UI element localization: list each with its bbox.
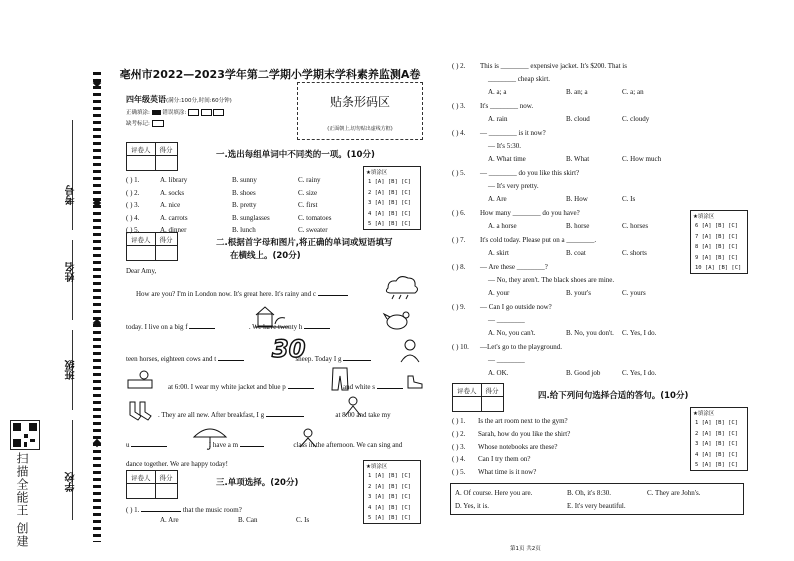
option-b[interactable]: B. your's	[566, 289, 591, 297]
question-number: ( ) 4.	[126, 213, 140, 222]
question-number: ( ) 8.	[452, 263, 466, 271]
fill-example-label: 正确填涂:	[126, 110, 150, 116]
wrong-mark-icon	[201, 109, 212, 116]
option-c[interactable]: C. size	[298, 188, 318, 197]
option-b[interactable]: B. Good job	[566, 369, 601, 377]
fill-area-label: ★填涂区	[693, 214, 715, 220]
grader-cell[interactable]	[127, 484, 156, 499]
q1-option-b[interactable]: B. Can	[238, 516, 258, 524]
barcode-title: 贴条形码区	[329, 95, 390, 109]
score-table	[452, 383, 504, 412]
wrong-example-label: 错误填涂:	[162, 110, 187, 116]
filled-mark-icon	[152, 110, 161, 115]
section4-options	[450, 483, 744, 515]
letter-line-7: dance together. We are happy today!	[126, 460, 228, 468]
letter-text: at 6:00. I wear my white jacket and blue p	[168, 383, 286, 391]
score-cell[interactable]	[155, 156, 177, 171]
answer-bubble-row[interactable]: 8 [A] [B] [C]	[695, 244, 739, 250]
pants-icon	[330, 366, 350, 392]
barcode-note: (正面朝上,切勿贴出虚线方框)	[327, 126, 393, 132]
letter-line-3	[126, 352, 371, 363]
option-a[interactable]: A. OK.	[488, 369, 509, 377]
option-a: A. Of course. Here you are.	[455, 489, 533, 497]
question-text: Is the art room next to the gym?	[478, 417, 568, 425]
question-number: ( ) 7.	[452, 236, 466, 244]
option-a[interactable]: A. socks	[160, 188, 185, 197]
question-number: ( ) 1.	[126, 506, 140, 514]
option-a[interactable]: A. a horse	[488, 222, 517, 230]
grader-cell[interactable]	[127, 246, 156, 261]
question-text: How many ________ do you have?	[480, 209, 580, 217]
question-text: Whose notebooks are these?	[478, 442, 558, 451]
option-b[interactable]: B. lunch	[232, 226, 256, 234]
exam-title: 亳州市2022—2023学年第二学期小学期末学科素养监测A卷	[119, 68, 421, 81]
answer-bubble-row[interactable]: 7 [A] [B] [C]	[695, 233, 739, 240]
option-a[interactable]: A. your	[488, 289, 510, 297]
grader-label: 评卷人	[453, 384, 482, 397]
answer-bubble-row[interactable]: 10 [A] [B] [C]	[695, 265, 742, 271]
answer-bubble-row[interactable]: 3 [A] [B] [C]	[368, 494, 412, 500]
question-text: It's cold today. Please put on a ________.	[480, 236, 597, 244]
letter-line-4	[168, 380, 403, 391]
question-text: Sarah, how do you like the shirt?	[478, 429, 571, 438]
option-a[interactable]: A. What time	[488, 155, 526, 163]
option-c[interactable]: C. yours	[622, 289, 646, 297]
answer-bubble-row[interactable]: 1 [A] [B] [C]	[368, 473, 412, 479]
letter-text: at 8:00 and take my	[335, 411, 391, 419]
option-b[interactable]: B. sunglasses	[232, 213, 270, 222]
blank-input[interactable]	[318, 287, 348, 296]
option-c[interactable]: C. first	[298, 201, 318, 209]
q1-option-c[interactable]: C. Is	[296, 516, 310, 524]
option-b[interactable]: B. How	[566, 195, 588, 203]
blank-input[interactable]	[189, 320, 215, 329]
blank-input[interactable]	[131, 438, 167, 447]
question-number: ( ) 3.	[452, 442, 466, 451]
letter-text: How are you? I'm in London now. It's great here. It's rainy and c	[136, 290, 317, 298]
question-text: What time is it now?	[478, 468, 537, 477]
question-number: ( ) 3.	[452, 102, 466, 110]
fill-area-label: ★填涂区	[366, 170, 388, 176]
option-c[interactable]: C. cloudy	[622, 115, 650, 123]
letter-line-1	[136, 287, 348, 298]
question-number: ( ) 2.	[126, 188, 140, 197]
blank-input[interactable]	[304, 320, 330, 329]
letter-text: u	[126, 441, 130, 449]
number-thirty-image: 30	[272, 335, 306, 363]
option-c[interactable]: C. sweater	[298, 226, 328, 234]
question-number: ( ) 6.	[452, 209, 466, 217]
question-number: ( ) 4.	[452, 455, 466, 464]
question-number: ( ) 9.	[452, 303, 466, 311]
option-a[interactable]: A. rain	[488, 115, 508, 123]
section1-answer-box	[363, 166, 421, 230]
score-cell[interactable]	[155, 484, 177, 499]
question-text-2: — No, they aren't. The black shoes are mine.	[488, 276, 615, 284]
blank-input[interactable]	[266, 408, 304, 417]
xingming-label: 姓名	[66, 262, 77, 282]
answer-bubble-row[interactable]: 4 [A] [B] [C]	[368, 504, 412, 511]
letter-text: teen horses, eighteen cows and t	[126, 355, 217, 363]
farm-icon	[255, 304, 289, 330]
blank-input[interactable]	[141, 503, 181, 512]
section1-heading: 一.选出每组单词中不同类的一项。(10分)	[216, 150, 375, 160]
question-text-2: ________ cheap skirt.	[488, 75, 551, 83]
blank-input[interactable]	[377, 380, 403, 389]
option-c[interactable]: C. Yes, I do.	[622, 369, 657, 377]
score-cell[interactable]	[155, 246, 177, 261]
option-a[interactable]: A. carrots	[160, 213, 188, 222]
question-text: that the music room?	[182, 506, 242, 514]
wrong-mark-icon	[188, 109, 199, 116]
scanner-watermark: 扫描全能王 创建	[15, 452, 29, 548]
absent-mark	[126, 119, 164, 127]
question-number: ( ) 2.	[452, 62, 466, 70]
letter-text: I have a m	[208, 441, 239, 449]
blank-input[interactable]	[218, 352, 244, 361]
absent-checkbox[interactable]	[152, 120, 164, 127]
letter-text: and white s	[343, 383, 375, 391]
answer-bubble-row[interactable]: 1 [A] [B] [C]	[695, 420, 739, 426]
getting-up-icon	[126, 370, 154, 390]
score-table	[126, 142, 178, 171]
question-number: ( ) 10.	[452, 343, 469, 351]
page-footer: 第1页 共2页	[510, 546, 541, 552]
binding-margin	[0, 0, 120, 561]
section2-heading-1: 二.根据首字母和图片,将正确的单词或短语填写	[216, 238, 393, 248]
option-b[interactable]: B. No, you don't.	[566, 329, 614, 337]
fill-example	[126, 108, 224, 116]
qr-code-icon	[10, 420, 40, 450]
score-label: 得分	[155, 233, 177, 246]
option-a[interactable]: A. skirt	[488, 249, 509, 257]
wrong-mark-icon	[213, 109, 224, 116]
wake-up-icon	[398, 338, 422, 364]
question-number: ( ) 4.	[452, 129, 466, 137]
answer-bubble-row[interactable]: 3 [A] [B] [C]	[695, 441, 739, 447]
option-a[interactable]: A. No, you can't.	[488, 329, 536, 337]
option-c[interactable]: C. Yes, I do.	[622, 329, 657, 337]
option-c[interactable]: C. tomatoes	[298, 213, 332, 222]
answer-bubble-row[interactable]: 5 [A] [B] [C]	[695, 462, 739, 468]
answer-bubble-row[interactable]: 9 [A] [B] [C]	[695, 254, 739, 261]
question-3-1	[126, 503, 242, 514]
subject-name: 四年级英语	[126, 95, 166, 104]
umbrella-icon	[192, 425, 228, 451]
grader-cell[interactable]	[453, 397, 482, 412]
grader-label: 评卷人	[127, 233, 156, 246]
question-text-2: — It's very pretty.	[488, 182, 539, 190]
question-number: ( ) 1.	[452, 417, 466, 425]
question-text: — Are these ________?	[480, 263, 548, 271]
fill-area-label: ★填涂区	[366, 464, 388, 470]
answer-bubble-row[interactable]: 5 [A] [B] [C]	[368, 221, 412, 227]
option-a[interactable]: A. nice	[160, 201, 181, 209]
question-text: —Let's go to the playground.	[480, 343, 562, 351]
section3-answer-box-left	[363, 460, 421, 524]
kaohao-line	[72, 120, 73, 230]
banji-label: 班级	[66, 360, 77, 380]
score-cell[interactable]	[481, 397, 503, 412]
section4-answer-box	[690, 407, 748, 471]
question-text: — Can I go outside now?	[480, 303, 552, 311]
letter-text: today. I live on a big f	[126, 323, 188, 331]
subject-info: (满分:100分,时间:60分钟)	[166, 98, 232, 104]
question-text-2: — ________	[488, 316, 525, 324]
question-text-2: — ________	[488, 356, 525, 364]
fill-area-label: ★填涂区	[693, 411, 715, 417]
socks-icon	[126, 400, 152, 422]
letter-text: . We have twenty h	[248, 323, 303, 331]
answer-bubble-row[interactable]: 4 [A] [B] [C]	[368, 210, 412, 217]
option-b[interactable]: B. pretty	[232, 201, 257, 209]
music-icon	[296, 427, 320, 449]
letter-greeting: Dear Amy,	[126, 267, 157, 275]
score-label: 得分	[155, 143, 177, 156]
shoes-icon	[406, 370, 424, 390]
question-text: Can I try them on?	[478, 455, 531, 464]
option-c[interactable]: C. a; an	[622, 88, 644, 96]
section4-heading: 四.给下列问句选择合适的答句。(10分)	[538, 391, 689, 401]
answer-bubble-row[interactable]: 3 [A] [B] [C]	[368, 200, 412, 206]
option-e: E. It's very beautiful.	[567, 502, 626, 510]
rainy-cloud-icon	[382, 272, 422, 300]
letter-text: class in the afternoon. We can sing and	[293, 441, 403, 449]
hen-icon	[382, 306, 412, 332]
kaohao-label: 考号	[66, 185, 77, 205]
xuexiao-line	[72, 420, 73, 520]
blank-input[interactable]	[240, 438, 264, 447]
score-label: 得分	[155, 471, 177, 484]
blank-input[interactable]	[288, 380, 314, 389]
question-number: ( ) 5.	[452, 169, 466, 177]
answer-bubble-row[interactable]: 4 [A] [B] [C]	[695, 451, 739, 458]
option-c: C. They are John's.	[647, 489, 701, 497]
score-table	[126, 232, 178, 261]
section2-heading-2: 在横线上。(20分)	[230, 251, 301, 261]
question-number: ( ) 1.	[126, 176, 140, 184]
answer-bubble-row[interactable]: 5 [A] [B] [C]	[368, 515, 412, 521]
barcode-area	[297, 82, 423, 140]
question-number: ( ) 5.	[452, 468, 466, 477]
section3-answer-box-right	[690, 210, 748, 274]
option-c[interactable]: C. shorts	[622, 249, 647, 257]
letter-line-6	[126, 438, 402, 449]
section3-heading: 三.单项选择。(20分)	[216, 478, 299, 488]
option-b[interactable]: B. shoes	[232, 188, 256, 197]
option-b[interactable]: B. coat	[566, 249, 586, 257]
letter-text: sheep. Today I g	[295, 355, 342, 363]
letter-line-2	[126, 320, 330, 331]
question-number: ( ) 3.	[126, 201, 140, 209]
option-b[interactable]: B. horse	[566, 222, 590, 230]
option-c[interactable]: C. How much	[622, 155, 662, 163]
option-a[interactable]: A. dinner	[160, 226, 187, 234]
option-b[interactable]: B. sunny	[232, 176, 257, 184]
score-table	[126, 470, 178, 499]
xuexiao-label: 学校	[66, 472, 77, 492]
option-b[interactable]: B. cloud	[566, 115, 590, 123]
absent-label: 缺考标记:	[126, 121, 150, 127]
option-b[interactable]: B. an; a	[566, 88, 588, 96]
question-number: ( ) 2.	[452, 429, 466, 438]
answer-bubble-row[interactable]: 2 [A] [B] [C]	[695, 430, 739, 437]
grader-cell[interactable]	[127, 156, 156, 171]
subject-title	[126, 94, 232, 105]
option-c[interactable]: C. rainy	[298, 176, 321, 184]
question-number: ( ) 5.	[126, 226, 140, 234]
option-b[interactable]: B. What	[566, 155, 590, 163]
option-c[interactable]: C. horses	[622, 222, 649, 230]
go-to-school-icon	[340, 396, 366, 418]
question-text: This is ________ expensive jacket. It's $200. That is	[480, 62, 627, 70]
question-text: — ________ is it now?	[480, 129, 546, 137]
grader-label: 评卷人	[127, 143, 156, 156]
option-a[interactable]: A. a; a	[488, 88, 507, 96]
option-a[interactable]: A. library	[160, 176, 188, 184]
option-b: B. Oh, it's 8:30.	[567, 489, 612, 497]
grader-label: 评卷人	[127, 471, 156, 484]
option-d: D. Yes, it is.	[455, 502, 490, 510]
letter-text: . They are all new. After breakfast, I g	[158, 411, 265, 419]
q1-option-a[interactable]: A. Are	[160, 516, 179, 524]
question-text: It's ________ now.	[480, 102, 534, 110]
question-text-2: — It's 5:30.	[488, 142, 521, 150]
option-a[interactable]: A. Are	[488, 195, 507, 203]
answer-bubble-row[interactable]: 2 [A] [B] [C]	[368, 189, 412, 196]
score-label: 得分	[481, 384, 503, 397]
answer-bubble-row[interactable]: 1 [A] [B] [C]	[368, 179, 412, 185]
blank-input[interactable]	[343, 352, 371, 361]
question-text: — ________ do you like this skirt?	[480, 169, 580, 177]
binding-dotted-line	[93, 72, 101, 542]
answer-bubble-row[interactable]: 2 [A] [B] [C]	[368, 483, 412, 490]
option-c[interactable]: C. Is	[622, 195, 636, 203]
answer-bubble-row[interactable]: 6 [A] [B] [C]	[695, 223, 739, 229]
